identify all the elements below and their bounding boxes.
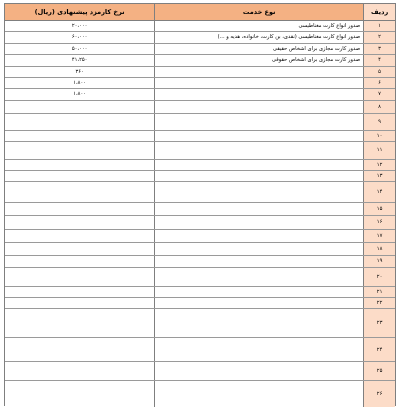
row-number-cell: ۴ [363, 55, 395, 65]
service-cell [154, 298, 363, 308]
row-number-cell: ۱۲ [363, 160, 395, 170]
service-cell [154, 131, 363, 141]
table-row [5, 160, 395, 171]
row-number-cell: ۱۸ [363, 243, 395, 255]
table-row [5, 78, 395, 89]
service-cell [154, 338, 363, 362]
row-number-cell: ۱ [363, 21, 395, 31]
fee-cell [5, 362, 154, 380]
service-cell [154, 362, 363, 380]
table-row [5, 243, 395, 256]
row-number-cell: ۲۵ [363, 362, 395, 380]
header-fee: نرخ کارمزد پیشنهادی (ریال) [34, 7, 125, 16]
row-number-cell: ۲ [363, 32, 395, 42]
service-cell [154, 243, 363, 255]
table-row [5, 287, 395, 298]
service-cell [154, 67, 363, 77]
table-header [5, 4, 395, 21]
service-cell [154, 309, 363, 336]
fee-cell: ۵۰،۰۰۰ [71, 45, 88, 52]
table-row [5, 114, 395, 131]
service-cell [154, 160, 363, 170]
table-row [5, 309, 395, 337]
fee-cell: ۱،۸۰۰ [73, 80, 87, 87]
table-body [5, 21, 395, 407]
row-number-cell: ۵ [363, 67, 395, 77]
row-number-cell: ۲۳ [363, 309, 395, 336]
row-number-cell: ۱۵ [363, 203, 395, 215]
fee-cell: ۲۰،۰۰۰ [71, 23, 88, 30]
fee-cell [5, 171, 154, 181]
service-cell [154, 142, 363, 158]
service-cell [154, 182, 363, 202]
fee-cell [5, 160, 154, 170]
fee-cell: ۳۶۰ [75, 68, 84, 75]
row-number-cell: ۱۹ [363, 256, 395, 266]
service-cell [154, 216, 363, 228]
table-row [5, 298, 395, 309]
row-number-cell: ۱۷ [363, 230, 395, 242]
row-number-cell: ۱۱ [363, 142, 395, 158]
service-cell [154, 114, 363, 130]
fee-cell: ۱،۸۰۰ [73, 91, 87, 98]
table-row [5, 21, 395, 32]
table-row [5, 171, 395, 182]
row-number-cell: ۲۱ [363, 287, 395, 297]
table-row [5, 381, 395, 407]
table-row [5, 230, 395, 243]
service-cell [154, 287, 363, 297]
table-row [5, 89, 395, 100]
table-row [5, 338, 395, 363]
fee-cell [5, 142, 154, 158]
table-row [5, 216, 395, 229]
fee-cell [5, 243, 154, 255]
fee-cell [5, 309, 154, 336]
table-row [5, 32, 395, 43]
table-row [5, 182, 395, 203]
row-number-cell: ۱۴ [363, 182, 395, 202]
row-number-cell: ۹ [363, 114, 395, 130]
row-number-cell: ۳ [363, 44, 395, 54]
service-cell [154, 89, 363, 99]
header-service-type: نوع خدمت [154, 4, 363, 20]
row-number-cell: ۱۳ [363, 171, 395, 181]
fee-table [4, 3, 396, 406]
service-cell [154, 230, 363, 242]
table-row [5, 142, 395, 159]
fee-cell [5, 203, 154, 215]
row-number-cell: ۶ [363, 78, 395, 88]
table-row [5, 268, 395, 287]
service-cell [154, 203, 363, 215]
row-number-cell: ۲۴ [363, 338, 395, 362]
service-cell: صدور انواع کارت مغناطیسی (نقدی، بن کارت، خانواده، هدیه و ...) [154, 32, 363, 42]
fee-cell [5, 338, 154, 362]
fee-cell [5, 216, 154, 228]
fee-cell [5, 298, 154, 308]
service-cell: صدور کارت مجازی برای اشخاص حقوقی [154, 55, 363, 65]
row-number-cell: ۱۰ [363, 131, 395, 141]
fee-cell [5, 114, 154, 130]
table-row [5, 131, 395, 142]
table-row [5, 203, 395, 216]
service-cell [154, 381, 363, 407]
table-row [5, 256, 395, 267]
row-number-cell: ۲۲ [363, 298, 395, 308]
fee-cell [5, 131, 154, 141]
fee-cell [5, 230, 154, 242]
table-row [5, 362, 395, 381]
row-number-cell: ۲۰ [363, 268, 395, 286]
service-cell [154, 78, 363, 88]
service-cell [154, 256, 363, 266]
fee-cell: ۶۰،۰۰۰ [71, 34, 88, 41]
header-row-number: ردیف [363, 4, 395, 20]
service-cell: صدور کارت مجازی برای اشخاص حقیقی [154, 44, 363, 54]
row-number-cell: ۷ [363, 89, 395, 99]
row-number-cell: ۸ [363, 101, 395, 113]
fee-cell [5, 287, 154, 297]
service-cell [154, 268, 363, 286]
service-cell: صدور انواع کارت مغناطیسی [154, 21, 363, 31]
row-number-cell: ۲۶ [363, 381, 395, 407]
service-cell [154, 101, 363, 113]
fee-cell [5, 182, 154, 202]
table-row [5, 44, 395, 55]
fee-cell: ۴۱،۲۵۰ [71, 57, 88, 64]
fee-cell [5, 381, 154, 407]
fee-cell [5, 101, 154, 113]
fee-cell [5, 268, 154, 286]
service-cell [154, 171, 363, 181]
fee-cell [5, 256, 154, 266]
row-number-cell: ۱۶ [363, 216, 395, 228]
table-row [5, 101, 395, 114]
table-row [5, 55, 395, 66]
table-row [5, 67, 395, 78]
